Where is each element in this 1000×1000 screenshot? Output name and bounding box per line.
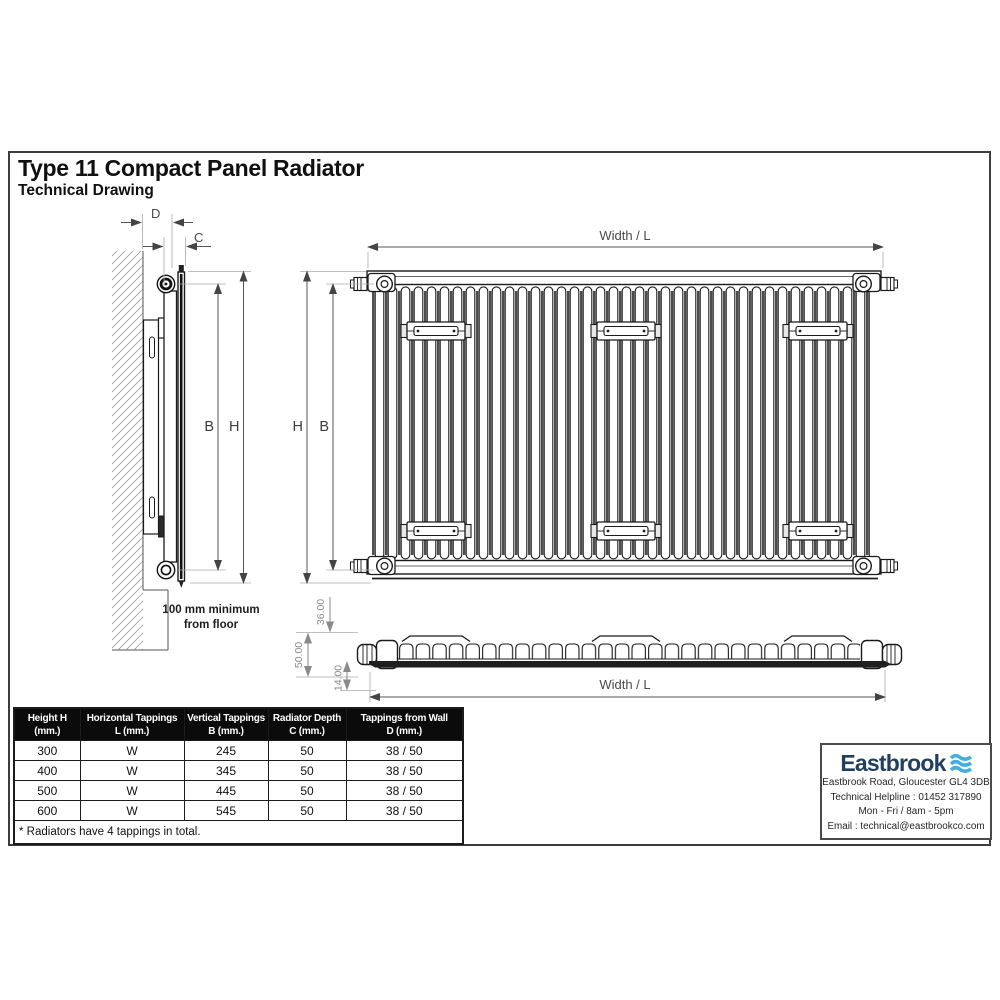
- table-cell: 50: [268, 761, 346, 781]
- page-subtitle: Technical Drawing: [18, 182, 154, 199]
- header-line: (mm.): [34, 725, 61, 737]
- header-line: C (mm.): [289, 725, 325, 737]
- table-cell: 445: [184, 781, 268, 801]
- dim-36-label: 36.00: [315, 598, 327, 626]
- header-line: L (mm.): [114, 725, 150, 737]
- table-cell: W: [80, 801, 184, 821]
- brand-email: Email : technical@eastbrookco.com: [827, 820, 985, 832]
- table-cell: 600: [14, 801, 80, 821]
- wave-icon: [950, 754, 972, 773]
- col-header-vertical-tappings: [184, 708, 268, 741]
- spec-table: [13, 707, 464, 845]
- table-cell: 545: [184, 801, 268, 821]
- brand-address: Eastbrook Road, Gloucester GL4 3DB: [822, 777, 990, 788]
- header-line: Vertical Tappings: [187, 712, 265, 724]
- brand-box: [820, 743, 992, 840]
- header-line: D (mm.): [386, 725, 422, 737]
- table-cell: W: [80, 781, 184, 801]
- brand-hours: Mon - Fri / 8am - 5pm: [858, 806, 954, 818]
- table-row: [14, 781, 463, 801]
- dim-width-label: Width / L: [599, 228, 651, 243]
- table-header-row: [14, 708, 463, 741]
- page-title: Type 11 Compact Panel Radiator: [18, 155, 364, 181]
- table-cell: 245: [184, 741, 268, 761]
- table-cell: 38 / 50: [346, 781, 463, 801]
- table-footnote: * Radiators have 4 tappings in total.: [14, 821, 463, 845]
- table-cell: 50: [268, 741, 346, 761]
- floor-clearance-note-line2: from floor: [183, 619, 239, 631]
- header-line: Tappings from Wall: [360, 712, 448, 724]
- table-cell: 400: [14, 761, 80, 781]
- table-row: [14, 741, 463, 761]
- table-row: [14, 801, 463, 821]
- table-cell: 38 / 50: [346, 801, 463, 821]
- dim-14-label: 14.00: [332, 664, 345, 692]
- table-cell: 50: [268, 781, 346, 801]
- header-line: Radiator Depth: [272, 712, 342, 724]
- table-cell: 50: [268, 801, 346, 821]
- col-header-radiator-depth: [268, 708, 346, 741]
- table-cell: W: [80, 741, 184, 761]
- dim-b-label: B: [319, 419, 329, 435]
- table-footnote-row: [14, 821, 463, 845]
- table-cell: 38 / 50: [346, 761, 463, 781]
- dim-b-label: B: [204, 419, 214, 435]
- brand-logo-text: Eastbrook: [840, 749, 946, 776]
- dim-50-label: 50.00: [293, 641, 305, 669]
- table-cell: 300: [14, 741, 80, 761]
- plan-width-label: Width / L: [599, 677, 651, 692]
- table-cell: 345: [184, 761, 268, 781]
- header-line: Horizontal Tappings: [86, 712, 178, 724]
- col-header-horizontal-tappings: [80, 708, 184, 741]
- dim-h-label: H: [292, 419, 303, 435]
- header-line: B (mm.): [208, 725, 244, 737]
- table-row: [14, 761, 463, 781]
- floor-clearance-note-line1: 100 mm minimum: [162, 604, 260, 616]
- header-line: Height H: [27, 712, 67, 724]
- brand-logo: [822, 750, 990, 776]
- table-cell: W: [80, 761, 184, 781]
- table-cell: 38 / 50: [346, 741, 463, 761]
- dim-d-label: D: [151, 206, 161, 221]
- col-header-height: [14, 708, 80, 741]
- dim-c-label: C: [194, 230, 204, 245]
- col-header-tappings-from-wall: [346, 708, 463, 741]
- table-cell: 500: [14, 781, 80, 801]
- dim-h-label: H: [229, 419, 240, 435]
- brand-helpline: Technical Helpline : 01452 317890: [830, 791, 982, 803]
